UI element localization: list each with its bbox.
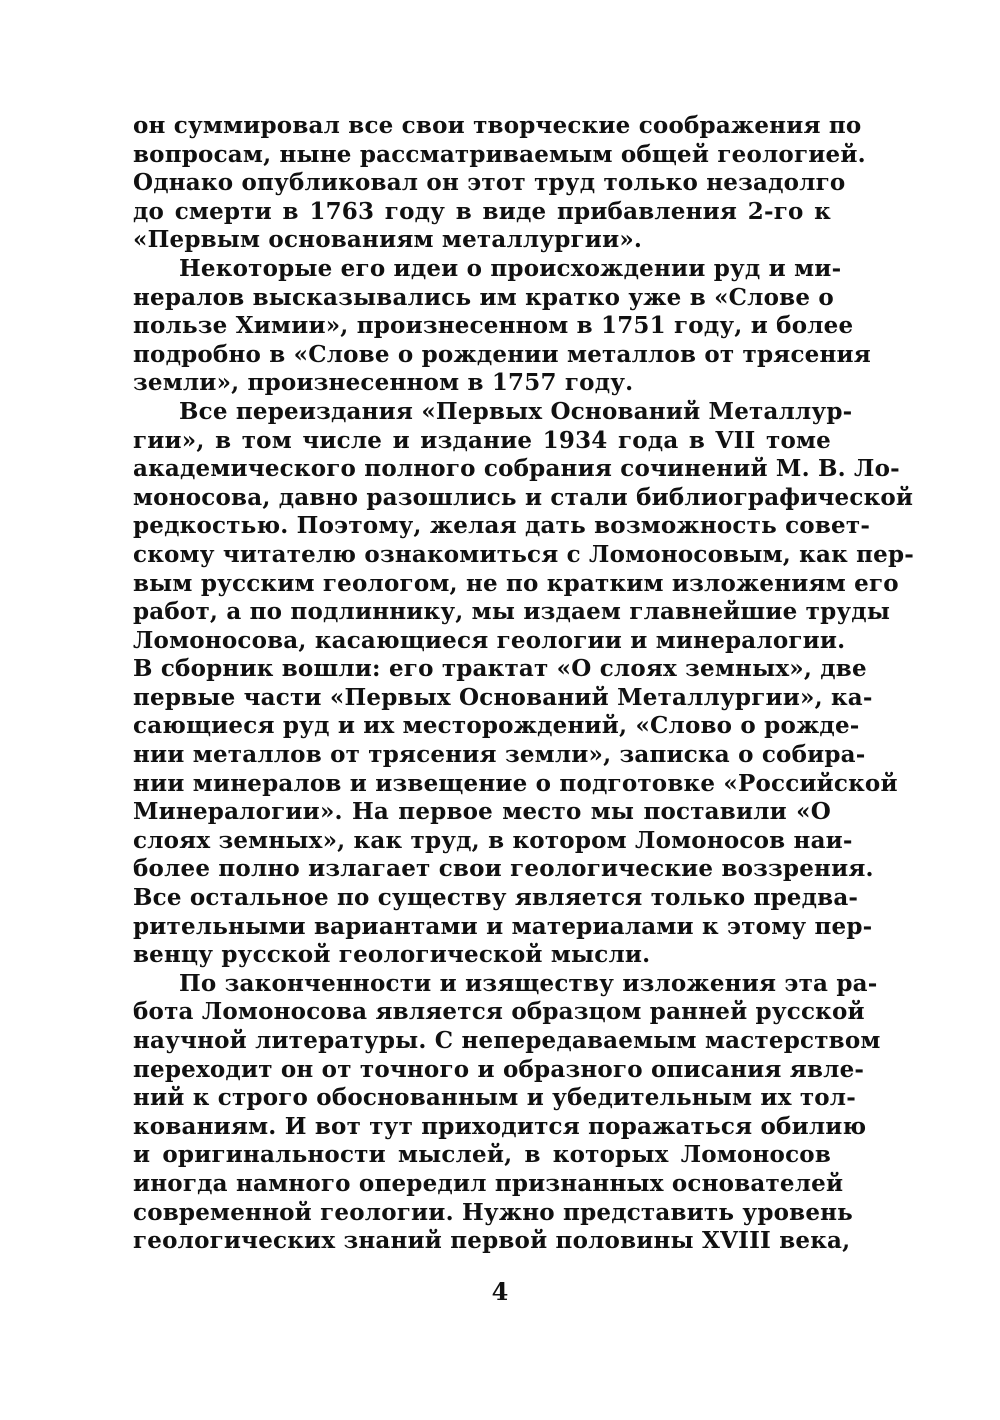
text-line: Некоторые его идеи о происхождении руд и ми- <box>179 254 842 282</box>
text-line: Минералогии». На первое место мы поставили «О <box>133 798 831 826</box>
text-line: геологических знаний первой половины XVIII века, <box>133 1227 851 1255</box>
page-number: 4 <box>491 1277 509 1306</box>
text-line: ний к строго обоснованным и убедительным их тол- <box>133 1084 856 1112</box>
text-line: нералов высказывались им кратко уже в «Слове о <box>133 283 834 311</box>
text-line: научной литературы. С непередаваемым мастерством <box>133 1027 881 1054</box>
text-line: до смерти в 1763 году в виде прибавления 2-го к <box>133 197 831 225</box>
text-line: современной геологии. Нужно представить уровень <box>133 1198 853 1226</box>
text-line: более полно излагает свои геологические воззрения. <box>133 855 874 883</box>
text-line: «Первым основаниям металлургии». <box>133 226 643 254</box>
text-line: нии металлов от трясения земли», записка о собира- <box>133 741 866 769</box>
text-line: венцу русской геологической мысли. <box>133 941 651 969</box>
text-line: и оригинальности мыслей, в которых Ломоносов <box>133 1141 831 1169</box>
text-line: В сборник вошли: его трактат «О слоях земных», две <box>133 655 867 683</box>
text-line: скому читателю ознакомиться с Ломоносовым, как пер- <box>133 540 915 568</box>
text-line: слоях земных», как труд, в котором Ломоносов наи- <box>133 826 853 854</box>
text-line: редкостью. Поэтому, желая дать возможность совет- <box>133 512 871 540</box>
text-line: подробно в «Слове о рождении металлов от трясения <box>133 340 871 368</box>
text-line: первые части «Первых Оснований Металлургии», ка- <box>133 683 873 711</box>
page-text-block <box>133 112 915 1256</box>
text-line: бота Ломоносова является образцом ранней русской <box>133 998 865 1026</box>
text-line: вым русским геологом, не по кратким изложениям его <box>133 569 899 597</box>
text-line: переходит он от точного и образного описания явле- <box>133 1055 865 1083</box>
text-line: земли», произнесенном в 1757 году. <box>133 369 634 397</box>
text-line: гии», в том числе и издание 1934 года в VII томе <box>133 426 831 454</box>
text-line: Все переиздания «Первых Оснований Металлур- <box>179 397 853 425</box>
text-line: Ломоносова, касающиеся геологии и минералогии. <box>133 626 846 654</box>
text-line: По законченности и изяществу изложения эта ра- <box>179 969 878 997</box>
text-line: сающиеся руд и их месторождений, «Слово о рожде- <box>133 712 860 740</box>
text-line: вопросам, ныне рассматриваемым общей геологией. <box>133 140 866 168</box>
text-line: иногда намного опередил признанных основателей <box>133 1169 844 1197</box>
text-line: Однако опубликовал он этот труд только незадолго <box>133 169 846 197</box>
text-line: академического полного собрания сочинений М. В. Ло- <box>133 455 900 483</box>
text-line: Все остальное по существу является только предва- <box>133 884 859 912</box>
text-line: моносова, давно разошлись и стали библиографической <box>133 483 914 511</box>
text-line: рительными вариантами и материалами к этому пер- <box>133 912 873 940</box>
text-line: нии минералов и извещение о подготовке «Российской <box>133 769 898 797</box>
text-line: работ, а по подлиннику, мы издаем главнейшие труды <box>133 598 891 626</box>
text-line: он суммировал все свои творческие соображения по <box>133 112 862 139</box>
text-line: пользе Химии», произнесенном в 1751 году, и более <box>133 312 854 340</box>
text-line: кованиям. И вот тут приходится поражаться обилию <box>133 1112 867 1140</box>
